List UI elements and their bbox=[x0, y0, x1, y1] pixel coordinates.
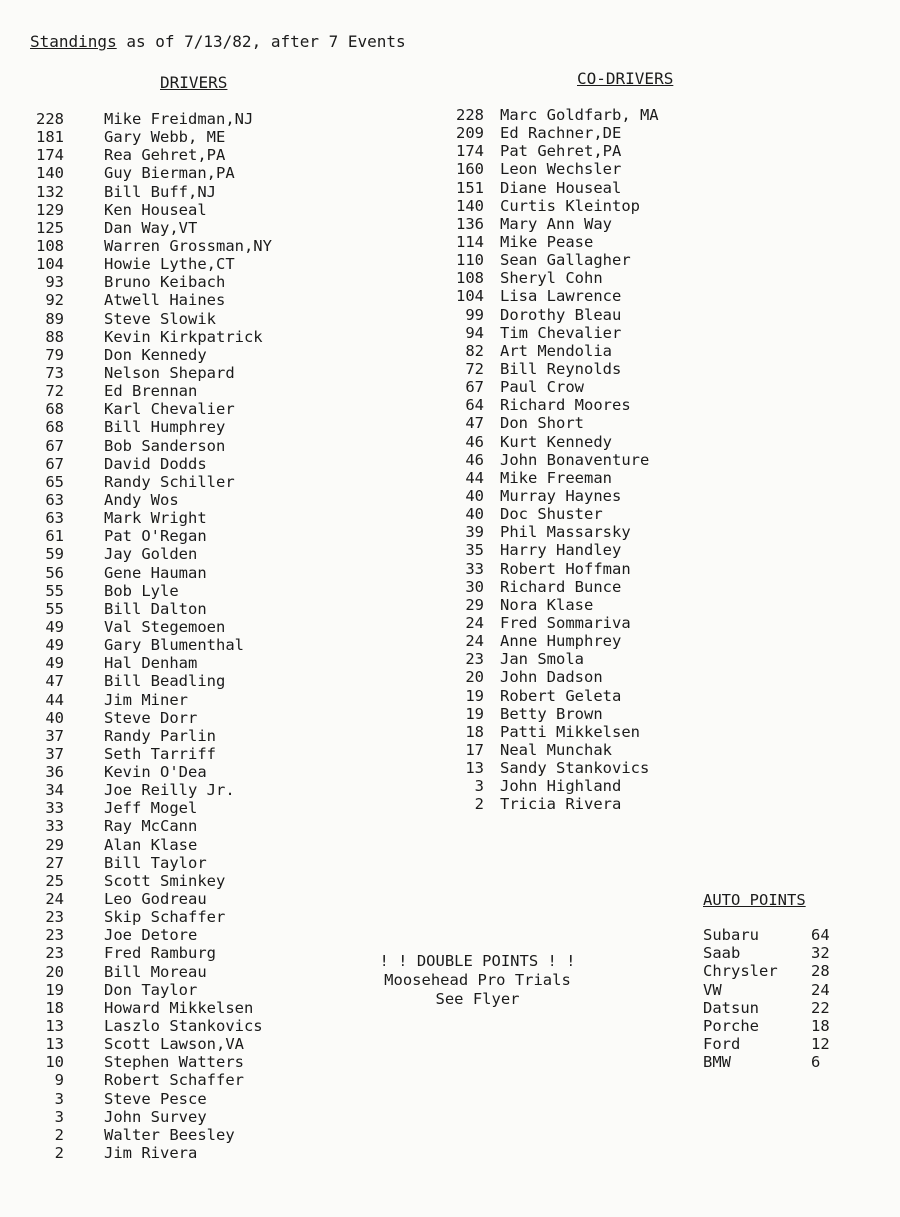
codrivers-heading: CO-DRIVERS bbox=[577, 69, 674, 88]
points-value: 18 bbox=[811, 1016, 830, 1035]
entrant-name: Andy Wos bbox=[104, 490, 179, 509]
entrant-name: Bill Humphrey bbox=[104, 418, 226, 437]
entrant-name: John Survey bbox=[104, 1107, 207, 1126]
points-value: 55 bbox=[45, 599, 64, 618]
points-value: 3 bbox=[54, 1107, 64, 1126]
entrant-name: Phil Massarsky bbox=[500, 523, 631, 542]
entrant-name: Mike Freidman,NJ bbox=[104, 110, 254, 128]
points-value: 89 bbox=[45, 309, 64, 328]
points-value: 23 bbox=[45, 908, 64, 927]
points-value: 55 bbox=[45, 581, 64, 600]
points-value: 63 bbox=[45, 490, 64, 509]
entrant-name: Bill Buff,NJ bbox=[104, 182, 216, 201]
entrant-name: Nelson Shepard bbox=[104, 363, 235, 382]
entrant-name: Porche bbox=[703, 1016, 759, 1035]
entrant-name: Jay Golden bbox=[104, 545, 198, 564]
points-value: 125 bbox=[36, 218, 64, 237]
entrant-name: John Dadson bbox=[500, 668, 603, 687]
points-value: 37 bbox=[45, 744, 64, 763]
entrant-name: Nora Klase bbox=[500, 595, 594, 614]
points-value: 13 bbox=[45, 1017, 64, 1036]
points-value: 39 bbox=[465, 523, 484, 542]
entrant-name: Leon Wechsler bbox=[500, 160, 622, 179]
points-value: 32 bbox=[811, 944, 830, 963]
entrant-name: Don Short bbox=[500, 414, 584, 433]
points-value: 209 bbox=[456, 124, 484, 143]
entrant-name: Subaru bbox=[703, 926, 759, 944]
entrant-name: Warren Grossman,NY bbox=[104, 236, 272, 255]
auto-points-heading: AUTO POINTS bbox=[703, 891, 806, 909]
points-value: 37 bbox=[45, 726, 64, 745]
points-value: 36 bbox=[45, 763, 64, 782]
entrant-name: Steve Slowik bbox=[104, 309, 216, 328]
points-value: 10 bbox=[45, 1053, 64, 1072]
entrant-name: Val Stegemoen bbox=[104, 617, 226, 636]
points-value: 24 bbox=[465, 613, 484, 632]
entrant-name: Tricia Rivera bbox=[500, 795, 622, 814]
entrant-name: Ken Houseal bbox=[104, 200, 207, 219]
entrant-name: Datsun bbox=[703, 998, 759, 1017]
points-value: 64 bbox=[465, 396, 484, 415]
points-value: 108 bbox=[456, 269, 484, 288]
points-value: 2 bbox=[54, 1144, 64, 1163]
points-value: 79 bbox=[45, 345, 64, 364]
points-value: 19 bbox=[465, 686, 484, 705]
points-value: 40 bbox=[465, 505, 484, 524]
points-value: 13 bbox=[45, 1035, 64, 1054]
points-value: 136 bbox=[456, 214, 484, 233]
entrant-name: Sheryl Cohn bbox=[500, 269, 603, 288]
entrant-name: Jim Rivera bbox=[104, 1144, 198, 1163]
entrant-name: Skip Schaffer bbox=[104, 908, 226, 927]
entrant-name: Kurt Kennedy bbox=[500, 432, 612, 451]
points-value: 114 bbox=[456, 232, 484, 251]
entrant-name: Joe Reilly Jr. bbox=[104, 781, 235, 800]
points-value: 140 bbox=[36, 164, 64, 183]
points-value: 49 bbox=[45, 654, 64, 673]
entrant-name: Mary Ann Way bbox=[500, 214, 612, 233]
points-value: 49 bbox=[45, 636, 64, 655]
points-value: 30 bbox=[465, 577, 484, 596]
points-value: 104 bbox=[456, 287, 484, 306]
points-value: 24 bbox=[811, 980, 830, 999]
points-value: 19 bbox=[45, 980, 64, 999]
entrant-name: Randy Schiller bbox=[104, 472, 235, 491]
entrant-name: Bruno Keibach bbox=[104, 273, 226, 292]
entrant-name: Scott Lawson,VA bbox=[104, 1035, 244, 1054]
entrant-name: Laszlo Stankovics bbox=[104, 1017, 263, 1036]
entrant-name: Sean Gallagher bbox=[500, 251, 631, 270]
points-value: 63 bbox=[45, 509, 64, 528]
entrant-name: Don Kennedy bbox=[104, 345, 207, 364]
points-value: 18 bbox=[45, 998, 64, 1017]
entrant-name: Bill Beadling bbox=[104, 672, 226, 691]
entrant-name: Harry Handley bbox=[500, 541, 622, 560]
entrant-name: Howard Mikkelsen bbox=[104, 998, 254, 1017]
entrant-name: Richard Moores bbox=[500, 396, 631, 415]
points-value: 160 bbox=[456, 160, 484, 179]
points-value: 13 bbox=[465, 759, 484, 778]
entrant-name: Murray Haynes bbox=[500, 486, 622, 505]
entrant-name: Ford bbox=[703, 1035, 741, 1054]
entrant-name: Lisa Lawrence bbox=[500, 287, 622, 306]
points-value: 104 bbox=[36, 255, 64, 274]
entrant-name: Patti Mikkelsen bbox=[500, 722, 640, 741]
points-value: 35 bbox=[465, 541, 484, 560]
points-value: 61 bbox=[45, 527, 64, 546]
entrant-name: Stephen Watters bbox=[104, 1053, 244, 1072]
entrant-name: Ed Rachner,DE bbox=[500, 124, 622, 143]
notice-line-3: See Flyer bbox=[435, 990, 520, 1008]
points-value: 40 bbox=[45, 708, 64, 727]
entrant-name: Scott Sminkey bbox=[104, 871, 226, 890]
points-value: 22 bbox=[811, 998, 830, 1017]
entrant-name: Neal Munchak bbox=[500, 740, 612, 759]
entrant-name: Diane Houseal bbox=[500, 178, 622, 197]
points-value: 46 bbox=[465, 432, 484, 451]
entrant-name: Robert Geleta bbox=[500, 686, 622, 705]
entrant-name: Jim Miner bbox=[104, 690, 188, 709]
entrant-name: Mike Pease bbox=[500, 232, 594, 251]
points-value: 110 bbox=[456, 251, 484, 270]
entrant-name: Gary Blumenthal bbox=[104, 636, 244, 655]
entrant-name: Art Mendolia bbox=[500, 341, 612, 360]
page-title bbox=[30, 32, 406, 51]
points-value: 29 bbox=[465, 595, 484, 614]
points-value: 94 bbox=[465, 323, 484, 342]
points-value: 73 bbox=[45, 363, 64, 382]
entrant-name: Marc Goldfarb, MA bbox=[500, 106, 659, 124]
points-value: 2 bbox=[474, 795, 484, 814]
points-value: 3 bbox=[474, 777, 484, 796]
points-value: 88 bbox=[45, 327, 64, 346]
entrant-name: Rea Gehret,PA bbox=[104, 146, 226, 165]
points-value: 92 bbox=[45, 291, 64, 310]
entrant-name: Steve Pesce bbox=[104, 1089, 207, 1108]
points-value: 108 bbox=[36, 236, 64, 255]
points-value: 3 bbox=[54, 1089, 64, 1108]
points-value: 44 bbox=[45, 690, 64, 709]
points-value: 24 bbox=[45, 890, 64, 909]
entrant-name: Leo Godreau bbox=[104, 890, 207, 909]
points-value: 59 bbox=[45, 545, 64, 564]
points-value: 44 bbox=[465, 468, 484, 487]
points-value: 33 bbox=[45, 799, 64, 818]
title-underlined: Standings bbox=[30, 32, 117, 51]
points-value: 17 bbox=[465, 740, 484, 759]
points-value: 2 bbox=[54, 1125, 64, 1144]
points-value: 20 bbox=[45, 962, 64, 981]
entrant-name: Sandy Stankovics bbox=[500, 759, 650, 778]
points-value: 18 bbox=[465, 722, 484, 741]
entrant-name: Karl Chevalier bbox=[104, 400, 235, 419]
points-value: 49 bbox=[45, 617, 64, 636]
entrant-name: Mike Freeman bbox=[500, 468, 612, 487]
points-value: 23 bbox=[465, 650, 484, 669]
entrant-name: Kevin O'Dea bbox=[104, 763, 207, 782]
entrant-name: John Highland bbox=[500, 777, 622, 796]
entrant-name: Steve Dorr bbox=[104, 708, 198, 727]
points-value: 34 bbox=[45, 781, 64, 800]
entrant-name: Joe Detore bbox=[104, 926, 198, 945]
points-value: 20 bbox=[465, 668, 484, 687]
entrant-name: Bob Lyle bbox=[104, 581, 179, 600]
points-value: 46 bbox=[465, 450, 484, 469]
entrant-name: Fred Sommariva bbox=[500, 613, 631, 632]
entrant-name: Doc Shuster bbox=[500, 505, 603, 524]
points-value: 47 bbox=[465, 414, 484, 433]
points-value: 28 bbox=[811, 962, 830, 981]
entrant-name: Bob Sanderson bbox=[104, 436, 226, 455]
points-value: 174 bbox=[36, 146, 64, 165]
points-value: 6 bbox=[811, 1053, 821, 1072]
entrant-name: David Dodds bbox=[104, 454, 207, 473]
entrant-name: Betty Brown bbox=[500, 704, 603, 723]
drivers-heading: DRIVERS bbox=[160, 73, 228, 92]
double-points-notice bbox=[345, 952, 610, 1009]
points-value: 33 bbox=[45, 817, 64, 836]
notice-line-2: Moosehead Pro Trials bbox=[384, 971, 571, 989]
entrant-name: Jeff Mogel bbox=[104, 799, 198, 818]
entrant-name: Fred Ramburg bbox=[104, 944, 216, 963]
points-value: 174 bbox=[456, 142, 484, 161]
entrant-name: Dorothy Bleau bbox=[500, 305, 622, 324]
points-value: 65 bbox=[45, 472, 64, 491]
entrant-name: Bill Reynolds bbox=[500, 359, 622, 378]
entrant-name: Anne Humphrey bbox=[500, 632, 622, 651]
points-value: 67 bbox=[465, 378, 484, 397]
points-value: 19 bbox=[465, 704, 484, 723]
points-value: 47 bbox=[45, 672, 64, 691]
entrant-name: Randy Parlin bbox=[104, 726, 216, 745]
points-value: 64 bbox=[811, 926, 830, 944]
entrant-name: Don Taylor bbox=[104, 980, 198, 999]
entrant-name: Saab bbox=[703, 944, 741, 963]
points-value: 40 bbox=[465, 486, 484, 505]
entrant-name: Robert Hoffman bbox=[500, 559, 631, 578]
points-value: 140 bbox=[456, 196, 484, 215]
entrant-name: Chrysler bbox=[703, 962, 778, 981]
points-value: 56 bbox=[45, 563, 64, 582]
points-value: 129 bbox=[36, 200, 64, 219]
points-value: 67 bbox=[45, 454, 64, 473]
entrant-name: Jan Smola bbox=[500, 650, 584, 669]
entrant-name: Alan Klase bbox=[104, 835, 198, 854]
points-value: 23 bbox=[45, 926, 64, 945]
entrant-name: Richard Bunce bbox=[500, 577, 622, 596]
points-value: 151 bbox=[456, 178, 484, 197]
entrant-name: Ray McCann bbox=[104, 817, 198, 836]
points-value: 33 bbox=[465, 559, 484, 578]
notice-line-1: ! ! DOUBLE POINTS ! ! bbox=[379, 952, 576, 970]
entrant-name: Kevin Kirkpatrick bbox=[104, 327, 263, 346]
entrant-name: BMW bbox=[703, 1053, 731, 1072]
entrant-name: John Bonaventure bbox=[500, 450, 650, 469]
entrant-name: Walter Beesley bbox=[104, 1125, 235, 1144]
entrant-name: Ed Brennan bbox=[104, 382, 198, 401]
entrant-name: Bill Dalton bbox=[104, 599, 207, 618]
points-value: 82 bbox=[465, 341, 484, 360]
entrant-name: Bill Moreau bbox=[104, 962, 207, 981]
points-value: 67 bbox=[45, 436, 64, 455]
entrant-name: Gary Webb, ME bbox=[104, 128, 226, 147]
entrant-name: Atwell Haines bbox=[104, 291, 226, 310]
entrant-name: Robert Schaffer bbox=[104, 1071, 244, 1090]
entrant-name: Tim Chevalier bbox=[500, 323, 622, 342]
points-value: 29 bbox=[45, 835, 64, 854]
entrant-name: Guy Bierman,PA bbox=[104, 164, 235, 183]
points-value: 27 bbox=[45, 853, 64, 872]
points-value: 23 bbox=[45, 944, 64, 963]
points-value: 72 bbox=[45, 382, 64, 401]
points-value: 72 bbox=[465, 359, 484, 378]
entrant-name: Dan Way,VT bbox=[104, 218, 198, 237]
entrant-name: Howie Lythe,CT bbox=[104, 255, 235, 274]
entrant-name: Seth Tarriff bbox=[104, 744, 216, 763]
title-rest: as of 7/13/82, after 7 Events bbox=[116, 32, 406, 51]
entrant-name: Hal Denham bbox=[104, 654, 198, 673]
entrant-name: Curtis Kleintop bbox=[500, 196, 640, 215]
entrant-name: Pat O'Regan bbox=[104, 527, 207, 546]
points-value: 228 bbox=[36, 110, 64, 128]
points-value: 181 bbox=[36, 128, 64, 147]
entrant-name: Bill Taylor bbox=[104, 853, 207, 872]
entrant-name: VW bbox=[703, 980, 722, 999]
points-value: 12 bbox=[811, 1035, 830, 1054]
entrant-name: Pat Gehret,PA bbox=[500, 142, 622, 161]
entrant-name: Mark Wright bbox=[104, 509, 207, 528]
points-value: 68 bbox=[45, 400, 64, 419]
points-value: 9 bbox=[54, 1071, 64, 1090]
entrant-name: Paul Crow bbox=[500, 378, 584, 397]
points-value: 68 bbox=[45, 418, 64, 437]
points-value: 99 bbox=[465, 305, 484, 324]
entrant-name: Gene Hauman bbox=[104, 563, 207, 582]
points-value: 132 bbox=[36, 182, 64, 201]
points-value: 93 bbox=[45, 273, 64, 292]
points-value: 24 bbox=[465, 632, 484, 651]
points-value: 25 bbox=[45, 871, 64, 890]
points-value: 228 bbox=[456, 106, 484, 124]
